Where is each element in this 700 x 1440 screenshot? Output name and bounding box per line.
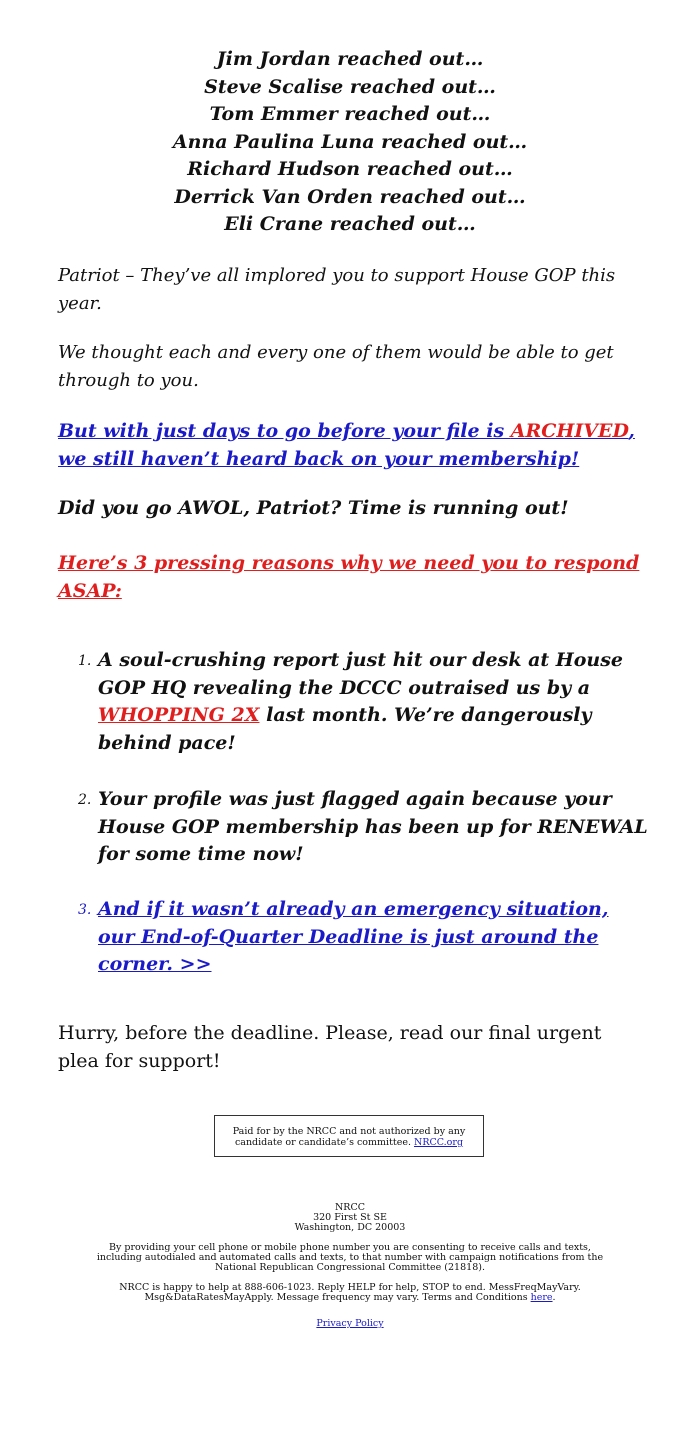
archived-link-text[interactable] xyxy=(58,420,635,470)
closing-paragraph: Hurry, before the deadline. Please, read our final urgent plea for support! xyxy=(58,1022,602,1072)
privacy-row xyxy=(95,1319,605,1329)
reasons-heading[interactable] xyxy=(58,549,648,605)
reason-text: Your profile was just flagged again because your House GOP membership has been up for RENEWAL for some time now! xyxy=(98,788,648,865)
name-line: Eli Crane reached out… xyxy=(224,213,476,235)
name-line: Steve Scalise reached out… xyxy=(204,75,496,98)
help-end: . xyxy=(552,1292,556,1303)
address-city: Washington, DC 20003 xyxy=(294,1222,406,1233)
terms-link[interactable]: here xyxy=(530,1292,553,1303)
deadline-link[interactable]: And if it wasn’t already an emergency situation, our End-of-Quarter Deadline is just around the corner. >> xyxy=(98,898,609,975)
reason-text[interactable] xyxy=(98,896,648,979)
reason-number: 2. xyxy=(78,792,92,808)
address-org: NRCC xyxy=(334,1202,365,1213)
nrcc-link[interactable]: NRCC.org xyxy=(414,1137,464,1148)
consent-text: By providing your cell phone or mobile phone number you are consenting to receive calls and texts, including autodialed and automated calls and texts, to that number with campaign notifications from the National Republican Congressional Committee (21818). xyxy=(96,1242,604,1273)
privacy-policy-link[interactable]: Privacy Policy xyxy=(316,1318,384,1329)
reason-number: 3. xyxy=(78,902,92,918)
help-body: NRCC is happy to help at 888-606-1023. Reply HELP for help, STOP to end. MessFreqMayVary. Msg&DataRatesMayApply. Message frequency may vary. Terms and Conditions xyxy=(119,1282,581,1303)
name-line: Anna Paulina Luna reached out… xyxy=(172,130,528,153)
reason-number: 1. xyxy=(78,653,92,669)
intro-paragraph-2: We thought each and every one of them would be able to get through to you. xyxy=(58,342,614,391)
reason-1-part-b: last month. We’re dangerously behind pace! xyxy=(98,704,592,754)
archived-link-part-b[interactable]: , we still haven’t heard back on your membership! xyxy=(58,420,635,470)
reasons-heading-link[interactable]: Here’s 3 pressing reasons why we need you to respond ASAP: xyxy=(58,552,640,602)
whopping-link[interactable]: WHOPPING 2X xyxy=(98,704,260,726)
address-street: 320 First St SE xyxy=(313,1212,387,1223)
awol-paragraph: Did you go AWOL, Patriot? Time is running out! xyxy=(58,497,569,519)
name-line: Tom Emmer reached out… xyxy=(209,103,491,125)
reason-text xyxy=(98,647,648,757)
archived-link-part-a[interactable]: But with just days to go before your file is xyxy=(58,420,511,442)
name-line: Richard Hudson reached out… xyxy=(187,158,513,180)
disclaimer-text: Paid for by the NRCC and not authorized by any candidate or candidate’s committee. xyxy=(232,1126,466,1148)
intro-paragraph-1: Patriot – They’ve all implored you to support House GOP this year. xyxy=(58,265,616,314)
names-list xyxy=(58,46,642,239)
footer-address xyxy=(95,1203,605,1233)
archived-link[interactable] xyxy=(58,417,648,473)
name-line: Jim Jordan reached out… xyxy=(216,48,484,70)
help-text xyxy=(95,1283,605,1303)
archived-highlight[interactable]: ARCHIVED xyxy=(510,420,629,442)
name-line: Derrick Van Orden reached out… xyxy=(174,185,526,208)
reason-1-part-a: A soul-crushing report just hit our desk at House GOP HQ revealing the DCCC outraised us by a xyxy=(98,649,624,699)
paid-for-disclaimer xyxy=(214,1115,484,1157)
